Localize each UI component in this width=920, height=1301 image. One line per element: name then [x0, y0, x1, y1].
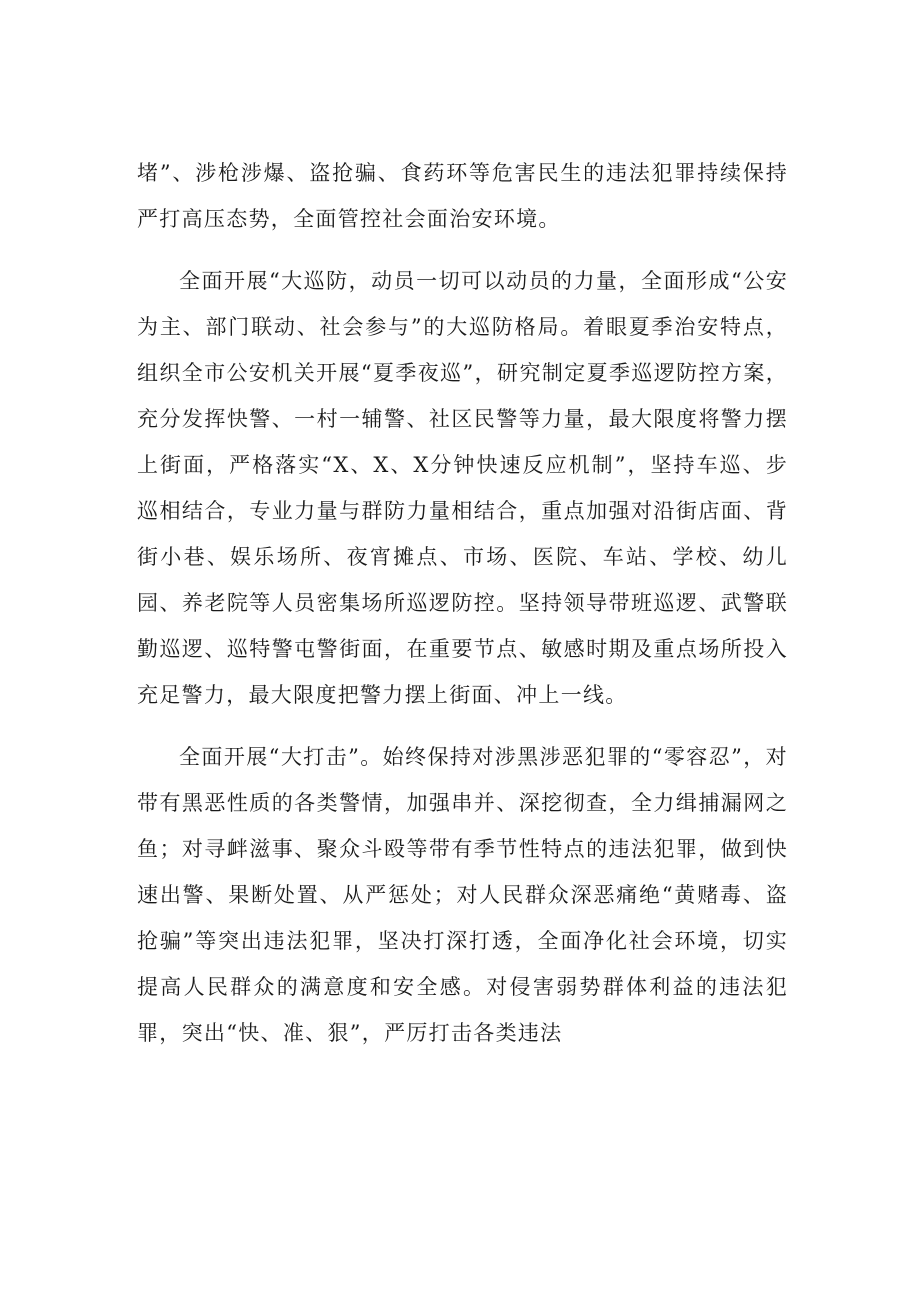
- paragraph-continuation: 堵”、涉枪涉爆、盗抢骗、食药环等危害民生的违法犯罪持续保持严打高压态势，全面管控社会面治安环境。: [137, 161, 788, 231]
- paragraph-patrol: 全面开展“大巡防，动员一切可以动员的力量，全面形成“公安为主、部门联动、社会参与”的大巡防格局。着眼夏季治安特点，组织全市公安机关开展“夏季夜巡”，研究制定夏季巡逻防控方案，充分发挥快警、一村一辅警、社区民警等力量，最大限度将警力摆上街面，严格落实“X、X、X分钟快速反应机制”，坚持车巡、步巡相结合，专业力量与群防力量相结合，重点加强对沿街店面、背街小巷、娱乐场所、夜宵摊点、市场、医院、车站、学校、幼儿园、养老院等人员密集场所巡逻防控。坚持领导带班巡逻、武警联勤巡逻、巡特警屯警街面，在重要节点、敏感时期及重点场所投入充足警力，最大限度把警力摆上街面、冲上一线。: [137, 269, 788, 707]
- document-body: [137, 150, 788, 1072]
- paragraph-crackdown: 全面开展“大打击”。始终保持对涉黑涉恶犯罪的“零容忍”，对带有黑恶性质的各类警情，加强串并、深挖彻查，全力缉捕漏网之鱼；对寻衅滋事、聚众斗殴等带有季节性特点的违法犯罪，做到快速出警、果断处置、从严惩处；对人民群众深恶痛绝“黄赌毒、盗抢骗”等突出违法犯罪，坚决打深打透，全面净化社会环境，切实提高人民群众的满意度和安全感。对侵害弱势群体利益的违法犯罪，突出“快、准、狠”，严厉打击各类违法: [137, 745, 788, 1045]
